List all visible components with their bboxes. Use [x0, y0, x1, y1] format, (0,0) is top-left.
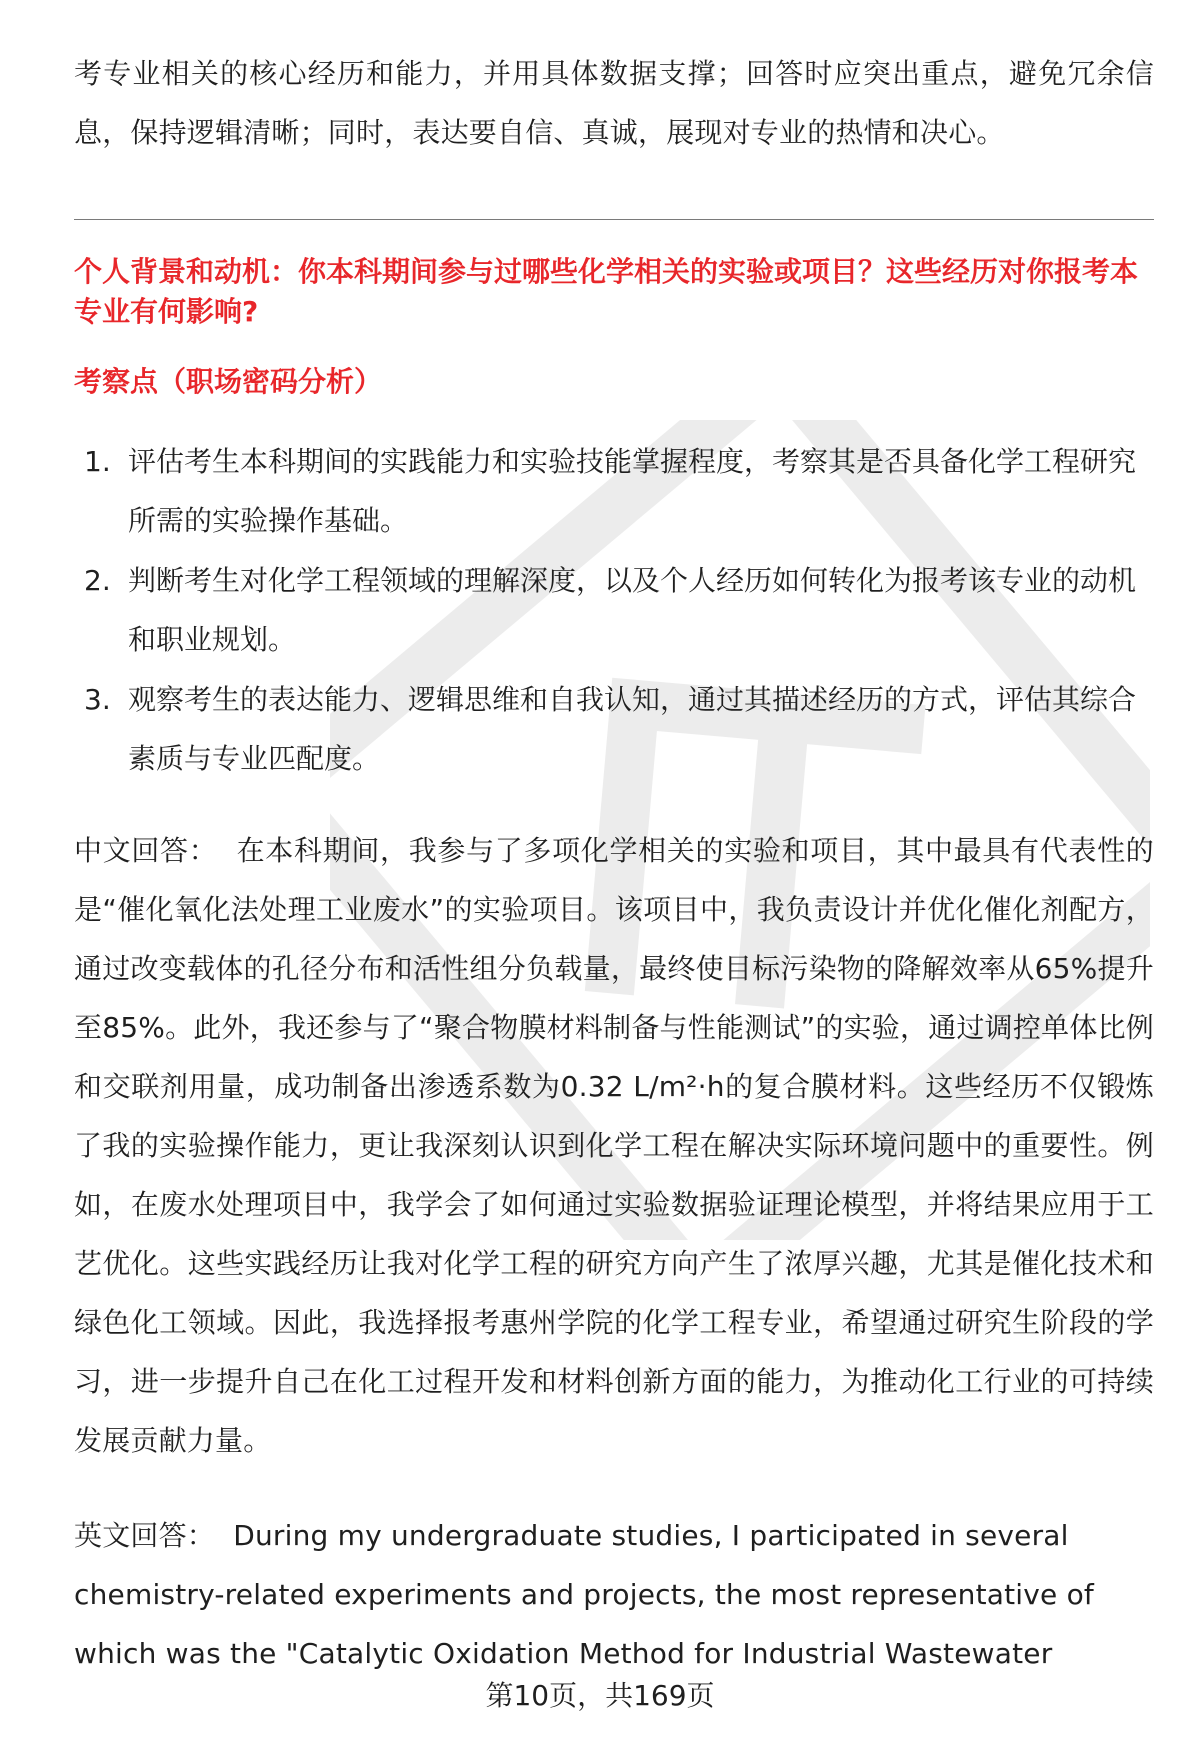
english-answer-text: During my undergraduate studies, I participated in several chemistry-related experiments and projects, the most representative of which was the "Catalytic Oxidation Method for Industrial Wastewater	[74, 1519, 1094, 1670]
list-item-text: 判断考生对化学工程领域的理解深度，以及个人经历如何转化为报考该专业的动机和职业规划。	[128, 564, 1137, 656]
list-item-text: 评估考生本科期间的实践能力和实验技能掌握程度，考察其是否具备化学工程研究所需的实验操作基础。	[128, 445, 1137, 537]
list-item	[74, 670, 1154, 788]
english-answer-paragraph	[74, 1506, 1154, 1683]
chinese-answer-label: 中文回答：	[74, 834, 218, 867]
list-item-number: 1.	[84, 445, 111, 478]
intro-paragraph: 考专业相关的核心经历和能力，并用具体数据支撑；回答时应突出重点，避免冗余信息，保持逻辑清晰；同时，表达要自信、真诚，展现对专业的热情和决心。	[74, 57, 1154, 149]
chinese-answer-text: 在本科期间，我参与了多项化学相关的实验和项目，其中最具有代表性的是“催化氧化法处理工业废水”的实验项目。该项目中，我负责设计并优化催化剂配方，通过改变载体的孔径分布和活性组分负载量，最终使目标污染物的降解效率从65%提升至85%。此外，我还参与了“聚合物膜材料制备与性能测试”的实验，通过调控单体比例和交联剂用量，成功制备出渗透系数为0.32 L/m²·h的复合膜材料。这些经历不仅锻炼了我的实验操作能力，更让我深刻认识到化学工程在解决实际环境问题中的重要性。例如，在废水处理项目中，我学会了如何通过实验数据验证理论模型，并将结果应用于工艺优化。这些实践经历让我对化学工程的研究方向产生了浓厚兴趣，尤其是催化技术和绿色化工领域。因此，我选择报考惠州学院的化学工程专业，希望通过研究生阶段的学习，进一步提升自己在化工过程开发和材料创新方面的能力，为推动化工行业的可持续发展贡献力量。	[74, 834, 1154, 1457]
section-title: 考察点（职场密码分析）	[74, 365, 383, 398]
list-item	[74, 551, 1154, 669]
assessment-points-list	[74, 432, 1154, 789]
english-answer-label: 英文回答：	[74, 1519, 216, 1552]
list-item-number: 3.	[84, 683, 111, 716]
chinese-answer-paragraph	[74, 821, 1154, 1470]
list-item-text: 观察考生的表达能力、逻辑思维和自我认知，通过其描述经历的方式，评估其综合素质与专业匹配度。	[128, 683, 1137, 775]
page-number-footer: 第10页，共169页	[485, 1679, 715, 1712]
section-divider	[74, 219, 1154, 220]
list-item	[74, 432, 1154, 550]
question-heading: 个人背景和动机：你本科期间参与过哪些化学相关的实验或项目？这些经历对你报考本专业有何影响?	[74, 255, 1139, 328]
list-item-number: 2.	[84, 564, 111, 597]
